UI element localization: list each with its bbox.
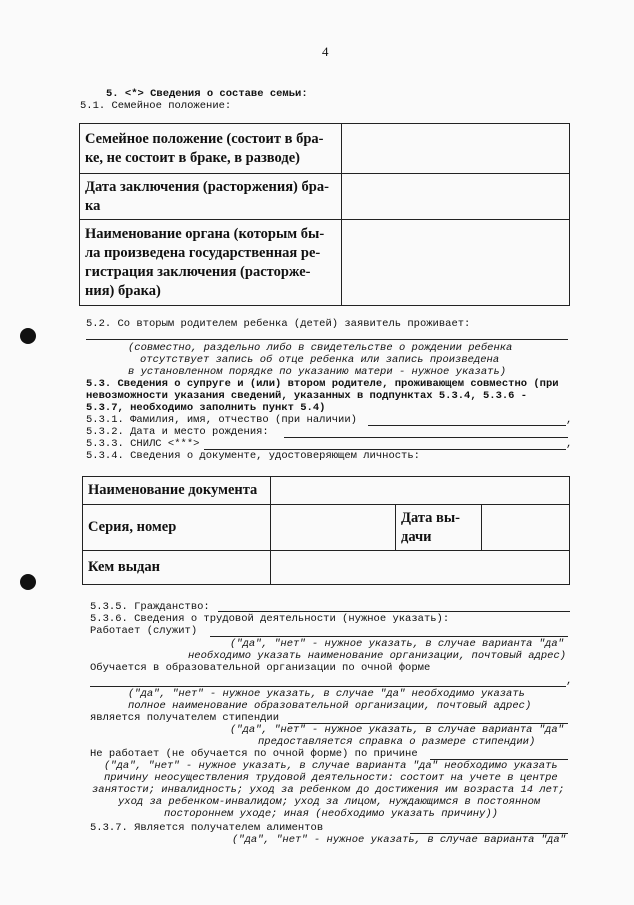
table-row xyxy=(83,505,570,551)
table-row xyxy=(83,477,570,505)
table-row xyxy=(80,220,570,306)
section-5-3-heading-3: 5.3.7, необходимо заполнить пункт 5.4) xyxy=(86,402,326,414)
full-name-label: 5.3.1. Фамилия, имя, отчество (при наличии) xyxy=(86,414,357,426)
works-hint-1: ("да", "нет" - нужное указать, в случае варианта "да" xyxy=(230,638,564,650)
full-name-input-line[interactable] xyxy=(368,425,566,426)
works-label: Работает (служит) xyxy=(90,625,198,637)
document-name-label: Наименование документа xyxy=(83,477,271,505)
cohabitation-input-line[interactable] xyxy=(86,339,568,340)
not-working-hint-1: ("да", "нет" - нужное указать, в случае варианта "да" необходимо указать xyxy=(104,760,558,772)
employment-label: 5.3.6. Сведения о трудовой деятельности (нужное указать): xyxy=(90,613,450,625)
not-working-hint-3: занятости; инвалидность; уход за ребенком до достижения им возраста 14 лет; xyxy=(92,784,565,796)
works-hint-2: необходимо указать наименование организации, почтовый адрес) xyxy=(188,650,567,662)
registration-authority-label: Наименование органа (которым бы- ла произведена государственная ре- гистрация заключения (расторже- ния) брака) xyxy=(80,220,342,306)
punch-hole-icon xyxy=(20,574,36,590)
punch-hole-icon xyxy=(20,328,36,344)
section-5-3-heading-1: 5.3. Сведения о супруге и (или) втором родителе, проживающем совместно (при xyxy=(86,378,559,390)
citizenship-input-line[interactable] xyxy=(218,611,570,612)
section-5-2-hint-1: (совместно, раздельно либо в свидетельстве о рождении ребенка xyxy=(128,342,513,354)
registration-authority-field[interactable] xyxy=(342,220,570,306)
form-page: 4 5. <*> Сведения о составе семьи: 5.1. Семейное положение: Семейное положение (состоит в бра- ке, не состоит в браке, в разводе) Дата заключения (расторжения) бра- ка Наименование органа (которым бы- ла произведена государственная ре- гистрация заключения (расторже- ния) брака) 5.2. Со вторым родителем ребенка (детей) заявитель проживает: (совместно, раздельно либо в свидетельстве о рождении ребенка отсутствует запись об отце ребенка или запись произведена в установленном порядке по указанию матери - нужное указать) 5.3. Сведения о супруге и (или) втором родителе, проживающем совместно (при невозможности указания сведений, указанных в подпунктах 5.3.4, 5.3.6 - 5.3.7, необходимо заполнить пункт 5.4) 5.3.1. Фамилия, имя, отчество (при наличии) , 5.3.2. Дата и место рождения: 5.3.3. СНИЛС <***> , 5.3.4. Сведения о документе, удостоверяющем личность: Наименование документа Серия, номер Дата вы- дачи Кем выдан 5.3.5. Гражданство: 5.3.6. Сведения о трудовой деятельности (нужное указать): Работает (служит) ("да", "нет" - нужное указать, в случае варианта "да" необходимо указать наименование организации, почтовый адрес) Обучается в образовательной организации по очной форме , ("да", "нет" - нужное указать, в случае "да" необходимо указать полное наименование образовательной организации, почтовый адрес) является получателем стипендии ("да", "нет" - нужное указать, в случае варианта "да" предоставляется справка о размере стипендии) Не работает (не обучается по очной форме) по причине ("да", "нет" - нужное указать, в случае варианта "да" необходимо указать причину неосуществления трудовой деятельности: состоит на учете в центре занятости; инвалидность; уход за ребенком до достижения им возраста 14 лет; уход за ребенком-инвалидом; уход за лицом, нуждающимся в постоянном постороннем уходе; иная (необходимо указать причину)) 5.3.7. Является получателем алиментов ("да", "нет" - нужное указать, в случае варианта "да" xyxy=(0,0,634,905)
series-number-label: Серия, номер xyxy=(83,505,271,551)
issue-date-field[interactable] xyxy=(482,505,570,551)
table-row xyxy=(80,174,570,220)
not-working-hint-5: постороннем уходе; иная (необходимо указать причину)) xyxy=(164,808,498,820)
issued-by-label: Кем выдан xyxy=(83,551,271,585)
identity-document-table xyxy=(82,476,570,585)
not-working-hint-2: причину неосуществления трудовой деятельности: состоит на учете в центре xyxy=(104,772,558,784)
section-5-heading: 5. <*> Сведения о составе семьи: xyxy=(106,88,308,100)
stipend-hint-2: предоставляется справка о размере стипендии) xyxy=(258,736,536,748)
snils-label: 5.3.3. СНИЛС <***> xyxy=(86,438,200,450)
table-row xyxy=(83,551,570,585)
stipend-hint-1: ("да", "нет" - нужное указать, в случае варианта "да" xyxy=(230,724,564,736)
birth-label: 5.3.2. Дата и место рождения: xyxy=(86,426,269,438)
marriage-date-label: Дата заключения (расторжения) бра- ка xyxy=(80,174,342,220)
stipend-label: является получателем стипендии xyxy=(90,712,280,724)
section-5-2-label: 5.2. Со вторым родителем ребенка (детей) заявитель проживает: xyxy=(86,318,471,330)
marriage-date-field[interactable] xyxy=(342,174,570,220)
table-row xyxy=(80,124,570,174)
identity-document-label: 5.3.4. Сведения о документе, удостоверяющем личность: xyxy=(86,450,420,462)
issue-date-label: Дата вы- дачи xyxy=(396,505,482,551)
section-5-2-hint-2: отсутствует запись об отце ребенка или запись произведена xyxy=(140,354,500,366)
citizenship-label: 5.3.5. Гражданство: xyxy=(90,601,210,613)
marital-status-field[interactable] xyxy=(342,124,570,174)
page-number: 4 xyxy=(322,44,329,59)
marital-status-table xyxy=(79,123,570,306)
series-number-field[interactable] xyxy=(271,505,396,551)
section-5-2-hint-3: в установленном порядке по указанию матери - нужное указать) xyxy=(128,366,507,378)
alimony-label: 5.3.7. Является получателем алиментов xyxy=(90,822,324,834)
marital-status-label: Семейное положение (состоит в бра- ке, не состоит в браке, в разводе) xyxy=(80,124,342,174)
studies-label: Обучается в образовательной организации по очной форме xyxy=(90,662,431,674)
not-working-hint-4: уход за ребенком-инвалидом; уход за лицом, нуждающимся в постоянном xyxy=(118,796,541,808)
works-input-line[interactable] xyxy=(210,636,568,637)
section-5-3-heading-2: невозможности указания сведений, указанных в подпунктах 5.3.4, 5.3.6 - xyxy=(86,390,528,402)
issued-by-field[interactable] xyxy=(271,551,570,585)
section-5-1-label: 5.1. Семейное положение: xyxy=(80,100,232,112)
studies-hint-2: полное наименование образовательной организации, почтовый адрес) xyxy=(128,700,532,712)
birth-input-line[interactable] xyxy=(284,437,568,438)
alimony-hint: ("да", "нет" - нужное указать, в случае варианта "да" xyxy=(232,834,566,846)
document-name-field[interactable] xyxy=(271,477,570,505)
studies-input-line[interactable] xyxy=(90,686,566,687)
not-working-label: Не работает (не обучается по очной форме) по причине xyxy=(90,748,418,760)
studies-hint-1: ("да", "нет" - нужное указать, в случае "да" необходимо указать xyxy=(128,688,525,700)
